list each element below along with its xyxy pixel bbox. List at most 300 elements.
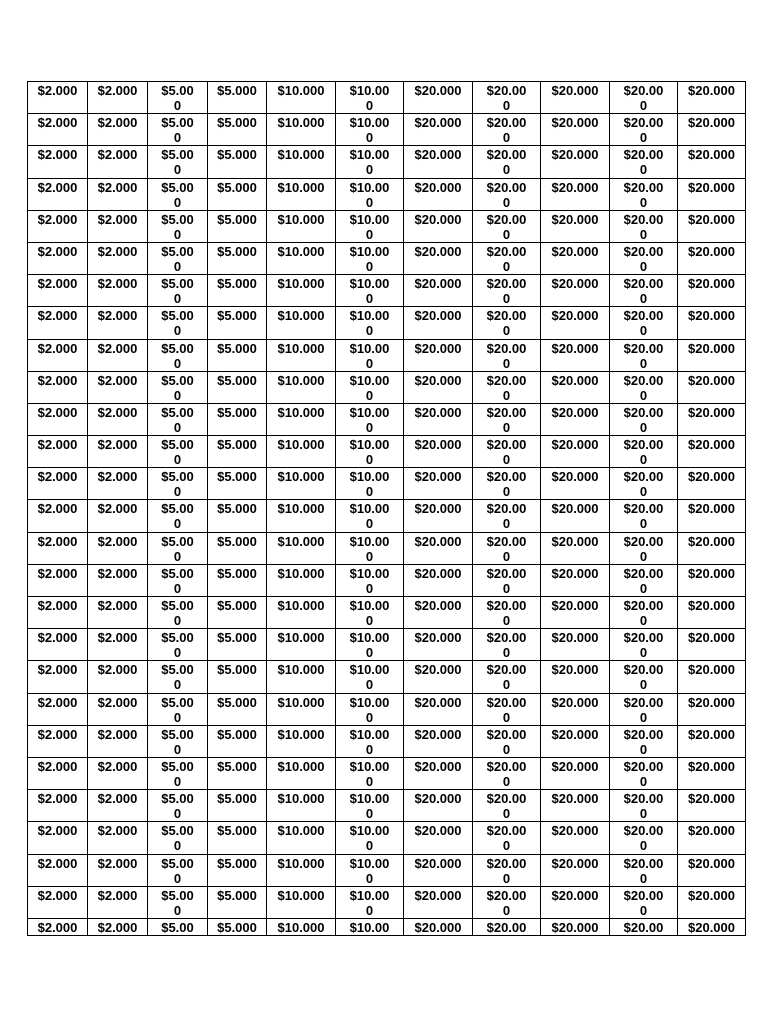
table-cell [541, 822, 610, 854]
table-cell [678, 307, 746, 339]
cell-amount: $2.000 [97, 437, 138, 453]
table-cell [267, 886, 336, 918]
cell-amount: $2.000 [37, 276, 78, 292]
cell-amount: $20.000 [688, 147, 735, 163]
table-cell [336, 114, 404, 146]
cell-amount: $5.00 0 [161, 887, 194, 918]
table-cell [208, 371, 267, 403]
cell-amount: $10.000 [277, 340, 325, 356]
cell-amount: $2.000 [37, 83, 78, 98]
cell-amount: $20.000 [414, 211, 462, 227]
cell-amount: $2.000 [97, 823, 138, 839]
cell-amount: $20.000 [688, 887, 735, 903]
cell-amount: $10.00 0 [349, 791, 390, 822]
table-cell [267, 468, 336, 500]
cell-amount: $20.00 0 [486, 630, 527, 661]
cell-amount: $5.00 0 [161, 726, 194, 757]
table-cell [541, 275, 610, 307]
cell-amount: $5.000 [217, 533, 257, 549]
cell-amount: $2.000 [97, 372, 138, 388]
table-cell [404, 886, 473, 918]
table-cell [541, 307, 610, 339]
table-cell [88, 82, 148, 114]
table-cell [336, 790, 404, 822]
table-cell [88, 918, 148, 935]
table-cell [88, 307, 148, 339]
cell-amount: $20.000 [414, 147, 462, 163]
cell-amount: $5.00 0 [161, 404, 194, 435]
cell-amount: $10.00 0 [349, 115, 390, 146]
cell-amount: $20.00 0 [623, 179, 664, 210]
cell-amount: $20.000 [414, 662, 462, 678]
table-row [28, 854, 746, 886]
cell-amount: $2.000 [37, 630, 78, 646]
cell-amount: $2.000 [97, 83, 138, 98]
table-cell [28, 854, 88, 886]
table-cell [336, 597, 404, 629]
cell-amount: $5.000 [217, 630, 257, 646]
table-cell [678, 564, 746, 596]
cell-amount: $10.000 [277, 533, 325, 549]
cell-amount: $20.000 [551, 726, 599, 742]
cell-amount: $2.000 [37, 243, 78, 259]
table-cell [28, 371, 88, 403]
table-cell [267, 918, 336, 935]
table-cell [610, 210, 678, 242]
table-cell [28, 275, 88, 307]
table-row [28, 307, 746, 339]
table-cell [208, 178, 267, 210]
table-cell [148, 339, 208, 371]
table-cell [336, 82, 404, 114]
table-cell [208, 564, 267, 596]
cell-amount: $20.00 0 [486, 83, 527, 113]
cell-amount: $20.00 0 [486, 340, 527, 371]
cell-amount: $2.000 [97, 115, 138, 131]
cell-amount: $10.000 [277, 565, 325, 581]
table-cell [267, 532, 336, 564]
table-cell [610, 532, 678, 564]
table-cell [610, 436, 678, 468]
table-cell [28, 339, 88, 371]
table-cell [473, 597, 541, 629]
table-cell [148, 822, 208, 854]
cell-amount: $20.00 0 [623, 565, 664, 596]
cell-amount: $2.000 [97, 887, 138, 903]
cell-amount: $20.000 [551, 243, 599, 259]
cell-amount: $5.000 [217, 211, 257, 227]
table-cell [88, 210, 148, 242]
cell-amount: $10.000 [277, 276, 325, 292]
table-cell [336, 468, 404, 500]
cell-amount: $5.000 [217, 694, 257, 710]
table-cell [610, 339, 678, 371]
cell-amount: $20.00 0 [623, 887, 664, 918]
table-cell [404, 114, 473, 146]
table-cell [267, 275, 336, 307]
table-cell [208, 790, 267, 822]
table-cell [404, 242, 473, 274]
table-cell [473, 757, 541, 789]
cell-amount: $20.00 0 [486, 791, 527, 822]
cell-amount: $20.00 0 [486, 694, 527, 725]
table-cell [336, 757, 404, 789]
cell-amount: $20.00 0 [486, 372, 527, 403]
cell-amount: $5.000 [217, 758, 257, 774]
table-cell [473, 886, 541, 918]
money-table-body [28, 82, 746, 936]
cell-amount: $5.000 [217, 308, 257, 324]
cell-amount: $20.000 [551, 372, 599, 388]
cell-amount: $10.00 0 [349, 533, 390, 564]
cell-amount: $5.00 0 [161, 179, 194, 210]
table-cell [610, 275, 678, 307]
cell-amount: $20.00 0 [623, 308, 664, 339]
cell-amount: $20.000 [551, 83, 599, 98]
table-cell [267, 661, 336, 693]
cell-amount: $10.000 [277, 147, 325, 163]
cell-amount: $20.00 0 [486, 758, 527, 789]
table-cell [267, 146, 336, 178]
table-cell [610, 307, 678, 339]
cell-amount: $20.000 [551, 662, 599, 678]
cell-amount: $20.00 0 [623, 855, 664, 886]
cell-amount: $20.00 0 [486, 887, 527, 918]
table-cell [473, 275, 541, 307]
table-cell [208, 661, 267, 693]
table-cell [267, 725, 336, 757]
cell-amount: $5.00 0 [161, 372, 194, 403]
table-cell [404, 371, 473, 403]
cell-amount: $20.000 [414, 372, 462, 388]
table-cell [336, 210, 404, 242]
table-cell [28, 242, 88, 274]
table-cell [267, 371, 336, 403]
table-cell [148, 693, 208, 725]
table-cell [541, 500, 610, 532]
table-cell [404, 146, 473, 178]
cell-amount: $20.000 [414, 855, 462, 871]
cell-amount: $10.00 0 [349, 340, 390, 371]
table-cell [610, 564, 678, 596]
table-cell [541, 661, 610, 693]
cell-amount: $20.00 0 [623, 533, 664, 564]
table-cell [148, 564, 208, 596]
table-cell [473, 918, 541, 935]
table-cell [267, 210, 336, 242]
cell-amount: $2.000 [37, 469, 78, 485]
cell-amount: $5.00 0 [161, 276, 194, 307]
cell-amount: $10.00 0 [349, 855, 390, 886]
table-cell [404, 597, 473, 629]
table-cell [336, 436, 404, 468]
cell-amount: $10.000 [277, 372, 325, 388]
cell-amount: $2.000 [97, 308, 138, 324]
cell-amount: $20.00 0 [486, 179, 527, 210]
table-cell [267, 436, 336, 468]
table-cell [473, 854, 541, 886]
cell-amount: $2.000 [97, 533, 138, 549]
table-row [28, 886, 746, 918]
table-cell [28, 403, 88, 435]
cell-amount: $20.000 [688, 758, 735, 774]
table-cell [267, 564, 336, 596]
table-cell [678, 597, 746, 629]
cell-amount: $20.000 [414, 919, 462, 935]
cell-amount: $5.000 [217, 437, 257, 453]
table-cell [541, 82, 610, 114]
cell-amount: $10.000 [277, 437, 325, 453]
table-cell [473, 661, 541, 693]
cell-amount: $20.000 [551, 855, 599, 871]
table-cell [678, 371, 746, 403]
cell-amount: $10.00 0 [349, 83, 390, 113]
cell-amount: $5.00 0 [161, 694, 194, 725]
cell-amount: $20.00 0 [623, 598, 664, 628]
cell-amount: $2.000 [37, 855, 78, 871]
table-cell [336, 500, 404, 532]
table-cell [541, 854, 610, 886]
table-cell [404, 532, 473, 564]
cell-amount: $2.000 [37, 919, 78, 935]
table-row [28, 403, 746, 435]
cell-amount: $20.000 [551, 823, 599, 839]
table-cell [88, 436, 148, 468]
table-row [28, 468, 746, 500]
table-cell [208, 210, 267, 242]
cell-amount: $2.000 [37, 791, 78, 807]
table-cell [336, 629, 404, 661]
table-cell [208, 693, 267, 725]
table-cell [208, 403, 267, 435]
cell-amount: $20.00 0 [623, 83, 664, 113]
table-cell [208, 822, 267, 854]
table-cell [610, 725, 678, 757]
cell-amount: $5.000 [217, 147, 257, 163]
table-cell [208, 886, 267, 918]
cell-amount: $20.000 [688, 501, 735, 517]
cell-amount: $20.000 [414, 340, 462, 356]
table-cell [610, 371, 678, 403]
cell-amount: $20.000 [688, 404, 735, 420]
table-cell [678, 275, 746, 307]
table-cell [28, 500, 88, 532]
table-cell [678, 339, 746, 371]
cell-amount: $20.000 [688, 372, 735, 388]
table-cell [148, 725, 208, 757]
table-cell [148, 661, 208, 693]
table-cell [28, 178, 88, 210]
table-cell [88, 564, 148, 596]
cell-amount: $2.000 [97, 179, 138, 195]
table-cell [404, 564, 473, 596]
table-cell [88, 339, 148, 371]
table-cell [610, 146, 678, 178]
table-cell [336, 275, 404, 307]
cell-amount: $10.00 0 [349, 243, 390, 274]
table-cell [208, 757, 267, 789]
table-cell [267, 597, 336, 629]
cell-amount: $10.00 0 [349, 662, 390, 693]
table-cell [88, 242, 148, 274]
table-cell [28, 210, 88, 242]
cell-amount: $20.000 [688, 340, 735, 356]
cell-amount: $10.000 [277, 115, 325, 131]
cell-amount: $2.000 [97, 662, 138, 678]
cell-amount: $5.00 0 [161, 243, 194, 274]
cell-amount: $20.000 [551, 791, 599, 807]
table-cell [473, 307, 541, 339]
cell-amount: $5.000 [217, 115, 257, 131]
cell-amount: $5.000 [217, 276, 257, 292]
table-cell [28, 564, 88, 596]
table-cell [208, 532, 267, 564]
table-cell [541, 629, 610, 661]
table-cell [148, 307, 208, 339]
table-cell [208, 242, 267, 274]
cell-amount: $20.00 0 [623, 147, 664, 178]
cell-amount: $5.00 0 [161, 340, 194, 371]
cell-amount: $20.000 [414, 598, 462, 613]
cell-amount: $5.00 0 [161, 533, 194, 564]
cell-amount: $5.000 [217, 83, 257, 98]
cell-amount: $20.000 [688, 662, 735, 678]
cell-amount: $20.000 [688, 243, 735, 259]
table-cell [336, 403, 404, 435]
cell-amount: $20.00 0 [486, 147, 527, 178]
table-cell [404, 468, 473, 500]
cell-amount: $10.000 [277, 791, 325, 807]
table-cell [267, 790, 336, 822]
cell-amount: $10.000 [277, 501, 325, 517]
cell-amount: $2.000 [97, 598, 138, 613]
table-cell [473, 210, 541, 242]
table-cell [148, 146, 208, 178]
cell-amount: $20.00 0 [486, 501, 527, 532]
table-row [28, 178, 746, 210]
cell-amount: $5.00 0 [161, 855, 194, 886]
cell-amount: $5.00 0 [161, 565, 194, 596]
cell-amount: $5.000 [217, 179, 257, 195]
cell-amount: $20.00 0 [623, 726, 664, 757]
cell-amount: $20.000 [688, 598, 735, 613]
table-cell [473, 693, 541, 725]
table-cell [678, 436, 746, 468]
table-cell [678, 532, 746, 564]
table-cell [148, 757, 208, 789]
table-cell [336, 146, 404, 178]
cell-amount: $10.000 [277, 855, 325, 871]
cell-amount: $20.000 [414, 179, 462, 195]
table-cell [404, 500, 473, 532]
cell-amount: $5.00 0 [161, 308, 194, 339]
cell-amount: $20.000 [688, 179, 735, 195]
table-cell [88, 629, 148, 661]
cell-amount: $20.000 [551, 598, 599, 613]
cell-amount: $5.000 [217, 243, 257, 259]
cell-amount: $5.000 [217, 919, 257, 935]
table-cell [404, 790, 473, 822]
cell-amount: $20.00 0 [623, 469, 664, 500]
table-cell [336, 242, 404, 274]
cell-amount: $2.000 [37, 211, 78, 227]
cell-amount: $20.000 [414, 791, 462, 807]
table-cell [610, 918, 678, 935]
cell-amount: $20.000 [414, 823, 462, 839]
table-cell [610, 822, 678, 854]
cell-amount: $10.000 [277, 308, 325, 324]
cell-amount: $10.000 [277, 404, 325, 420]
cell-amount: $20.000 [414, 533, 462, 549]
table-row [28, 822, 746, 854]
table-cell [148, 275, 208, 307]
cell-amount: $10.000 [277, 598, 325, 613]
cell-amount: $20.000 [551, 437, 599, 453]
cell-amount: $10.00 0 [349, 630, 390, 661]
cell-amount: $20.00 0 [486, 855, 527, 886]
cell-amount: $20.00 0 [623, 501, 664, 532]
table-row [28, 436, 746, 468]
cell-amount: $5.000 [217, 855, 257, 871]
table-cell [148, 886, 208, 918]
table-cell [336, 178, 404, 210]
cell-amount: $20.000 [688, 211, 735, 227]
table-row [28, 597, 746, 629]
table-row [28, 661, 746, 693]
table-cell [404, 693, 473, 725]
table-cell [28, 790, 88, 822]
cell-amount: $20.000 [414, 501, 462, 517]
cell-amount: $2.000 [97, 404, 138, 420]
table-cell [88, 146, 148, 178]
table-cell [88, 757, 148, 789]
table-cell [28, 822, 88, 854]
table-cell [541, 757, 610, 789]
table-cell [678, 210, 746, 242]
cell-amount: $5.00 0 [161, 662, 194, 693]
cell-amount: $10.000 [277, 662, 325, 678]
money-table [27, 81, 746, 936]
table-cell [610, 854, 678, 886]
cell-amount: $20.000 [688, 83, 735, 98]
cell-amount: $20.000 [414, 243, 462, 259]
cell-amount: $10.00 0 [349, 598, 390, 628]
cell-amount: $5.00 0 [161, 83, 194, 113]
table-cell [610, 82, 678, 114]
table-cell [336, 886, 404, 918]
table-cell [473, 82, 541, 114]
cell-amount: $20.00 0 [486, 469, 527, 500]
table-row [28, 564, 746, 596]
cell-amount: $20.000 [688, 919, 735, 935]
table-cell [473, 242, 541, 274]
cell-amount: $20.000 [551, 179, 599, 195]
cell-amount: $20.00 0 [486, 276, 527, 307]
cell-amount: $20.00 0 [486, 115, 527, 146]
table-cell [473, 403, 541, 435]
table-cell [678, 468, 746, 500]
cell-amount: $2.000 [37, 340, 78, 356]
cell-amount: $5.00 0 [161, 758, 194, 789]
table-cell [404, 629, 473, 661]
cell-amount: $10.00 0 [349, 437, 390, 468]
table-cell [336, 339, 404, 371]
table-cell [610, 693, 678, 725]
table-cell [678, 790, 746, 822]
cell-amount: $5.000 [217, 726, 257, 742]
table-cell [148, 371, 208, 403]
table-cell [404, 725, 473, 757]
